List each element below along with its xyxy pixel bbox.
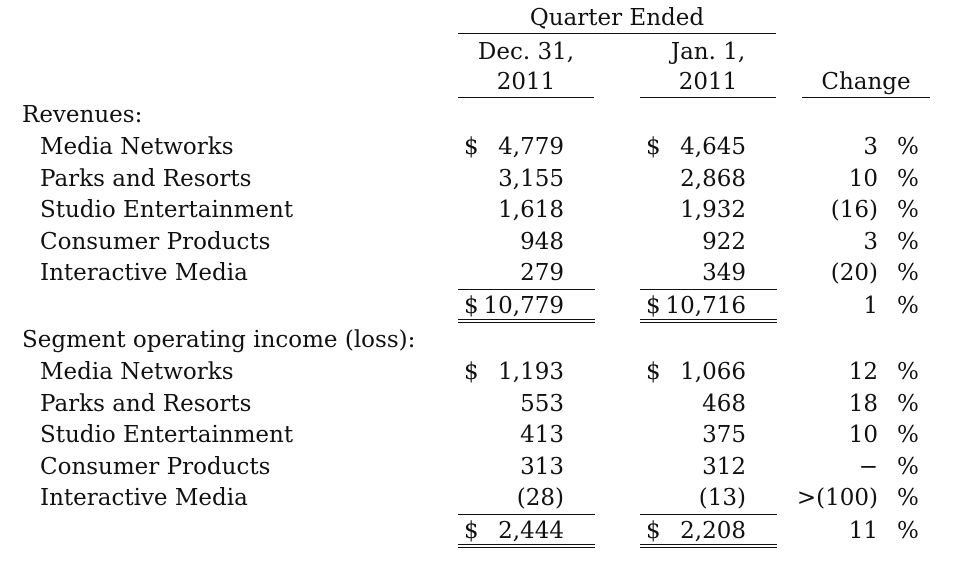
dec31-2011-value: 3,155 — [498, 165, 564, 192]
percent-symbol: % — [897, 390, 919, 417]
total-double-rule — [640, 319, 777, 323]
jan1-2011-value: 468 — [702, 390, 746, 417]
revenues-title: Revenues: — [22, 102, 143, 128]
currency-symbol: $ — [464, 518, 479, 544]
dec31-2011-value: 948 — [520, 228, 564, 255]
jan1-2011-value: 1,066 — [680, 359, 746, 385]
jan1-2011-value: 312 — [702, 453, 746, 480]
percent-symbol: % — [897, 260, 919, 286]
currency-symbol: $ — [464, 293, 479, 319]
total-change-value: 11 — [848, 518, 878, 544]
row-label: Media Networks — [40, 359, 234, 385]
dec31-2011-value: 313 — [520, 453, 564, 480]
percent-symbol: % — [897, 453, 919, 480]
dec31-2011-value: 1,193 — [498, 359, 564, 385]
row-label: Parks and Resorts — [40, 390, 252, 417]
change-value: 3 — [863, 228, 878, 255]
subtotal-rule — [458, 514, 595, 515]
header-rule — [458, 33, 776, 34]
change-value: − — [858, 453, 878, 480]
total-jan1-2011-value: 10,716 — [665, 293, 746, 319]
change-value: 10 — [848, 422, 878, 448]
dec31-2011-value: (28) — [516, 485, 564, 511]
row-label: Parks and Resorts — [40, 165, 252, 192]
total-double-rule — [458, 544, 595, 548]
subtotal-rule — [458, 289, 595, 290]
percent-symbol: % — [897, 359, 919, 385]
change-value: (20) — [830, 260, 878, 286]
total-jan1-2011-value: 2,208 — [680, 518, 746, 544]
change-value: 3 — [863, 134, 878, 160]
currency-symbol: $ — [646, 518, 661, 544]
percent-symbol: % — [897, 422, 919, 448]
row-label: Interactive Media — [40, 260, 248, 286]
percent-symbol: % — [897, 197, 919, 223]
col1-header-rule — [458, 97, 594, 98]
currency-symbol: $ — [646, 134, 661, 160]
change-value: >(100) — [796, 485, 878, 511]
dec31-2011-value: 1,618 — [498, 197, 564, 223]
total-change-value: 1 — [863, 293, 878, 319]
dec31-2011-value: 553 — [520, 390, 564, 417]
dec31-2011-value: 279 — [520, 260, 564, 286]
col2-header-rule — [640, 97, 776, 98]
col2-header-line2: 2011 — [678, 69, 738, 95]
percent-symbol: % — [897, 485, 919, 511]
row-label: Studio Entertainment — [40, 422, 294, 448]
dec31-2011-value: 4,779 — [498, 134, 564, 160]
jan1-2011-value: 1,932 — [680, 197, 746, 223]
percent-symbol: % — [897, 518, 919, 544]
segment-income-title: Segment operating income (loss): — [22, 327, 416, 353]
currency-symbol: $ — [646, 359, 661, 385]
currency-symbol: $ — [464, 134, 479, 160]
row-label: Media Networks — [40, 134, 234, 160]
percent-symbol: % — [897, 165, 919, 192]
total-double-rule — [640, 544, 777, 548]
jan1-2011-value: 375 — [702, 422, 746, 448]
jan1-2011-value: 349 — [702, 260, 746, 286]
dec31-2011-value: 413 — [520, 422, 564, 448]
total-double-rule — [458, 319, 595, 323]
change-header-rule — [802, 97, 930, 98]
percent-symbol: % — [897, 134, 919, 160]
jan1-2011-value: 2,868 — [680, 165, 746, 192]
jan1-2011-value: 922 — [702, 228, 746, 255]
subtotal-rule — [640, 514, 777, 515]
percent-symbol: % — [897, 228, 919, 255]
quarter-ended-heading: Quarter Ended — [529, 5, 705, 31]
percent-symbol: % — [897, 293, 919, 319]
total-dec31-2011-value: 10,779 — [483, 293, 564, 319]
row-label: Studio Entertainment — [40, 197, 294, 223]
change-value: (16) — [830, 197, 878, 223]
change-header: Change — [821, 69, 911, 95]
col2-header-line1: Jan. 1, — [670, 39, 746, 65]
row-label: Consumer Products — [40, 228, 271, 255]
change-value: 10 — [848, 165, 878, 192]
row-label: Consumer Products — [40, 453, 271, 480]
row-label: Interactive Media — [40, 485, 248, 511]
change-value: 18 — [848, 390, 878, 417]
change-value: 12 — [848, 359, 878, 385]
currency-symbol: $ — [646, 293, 661, 319]
total-dec31-2011-value: 2,444 — [498, 518, 564, 544]
jan1-2011-value: 4,645 — [680, 134, 746, 160]
col1-header-line1: Dec. 31, — [477, 39, 575, 65]
col1-header-line2: 2011 — [496, 69, 556, 95]
jan1-2011-value: (13) — [698, 485, 746, 511]
currency-symbol: $ — [464, 359, 479, 385]
subtotal-rule — [640, 289, 777, 290]
